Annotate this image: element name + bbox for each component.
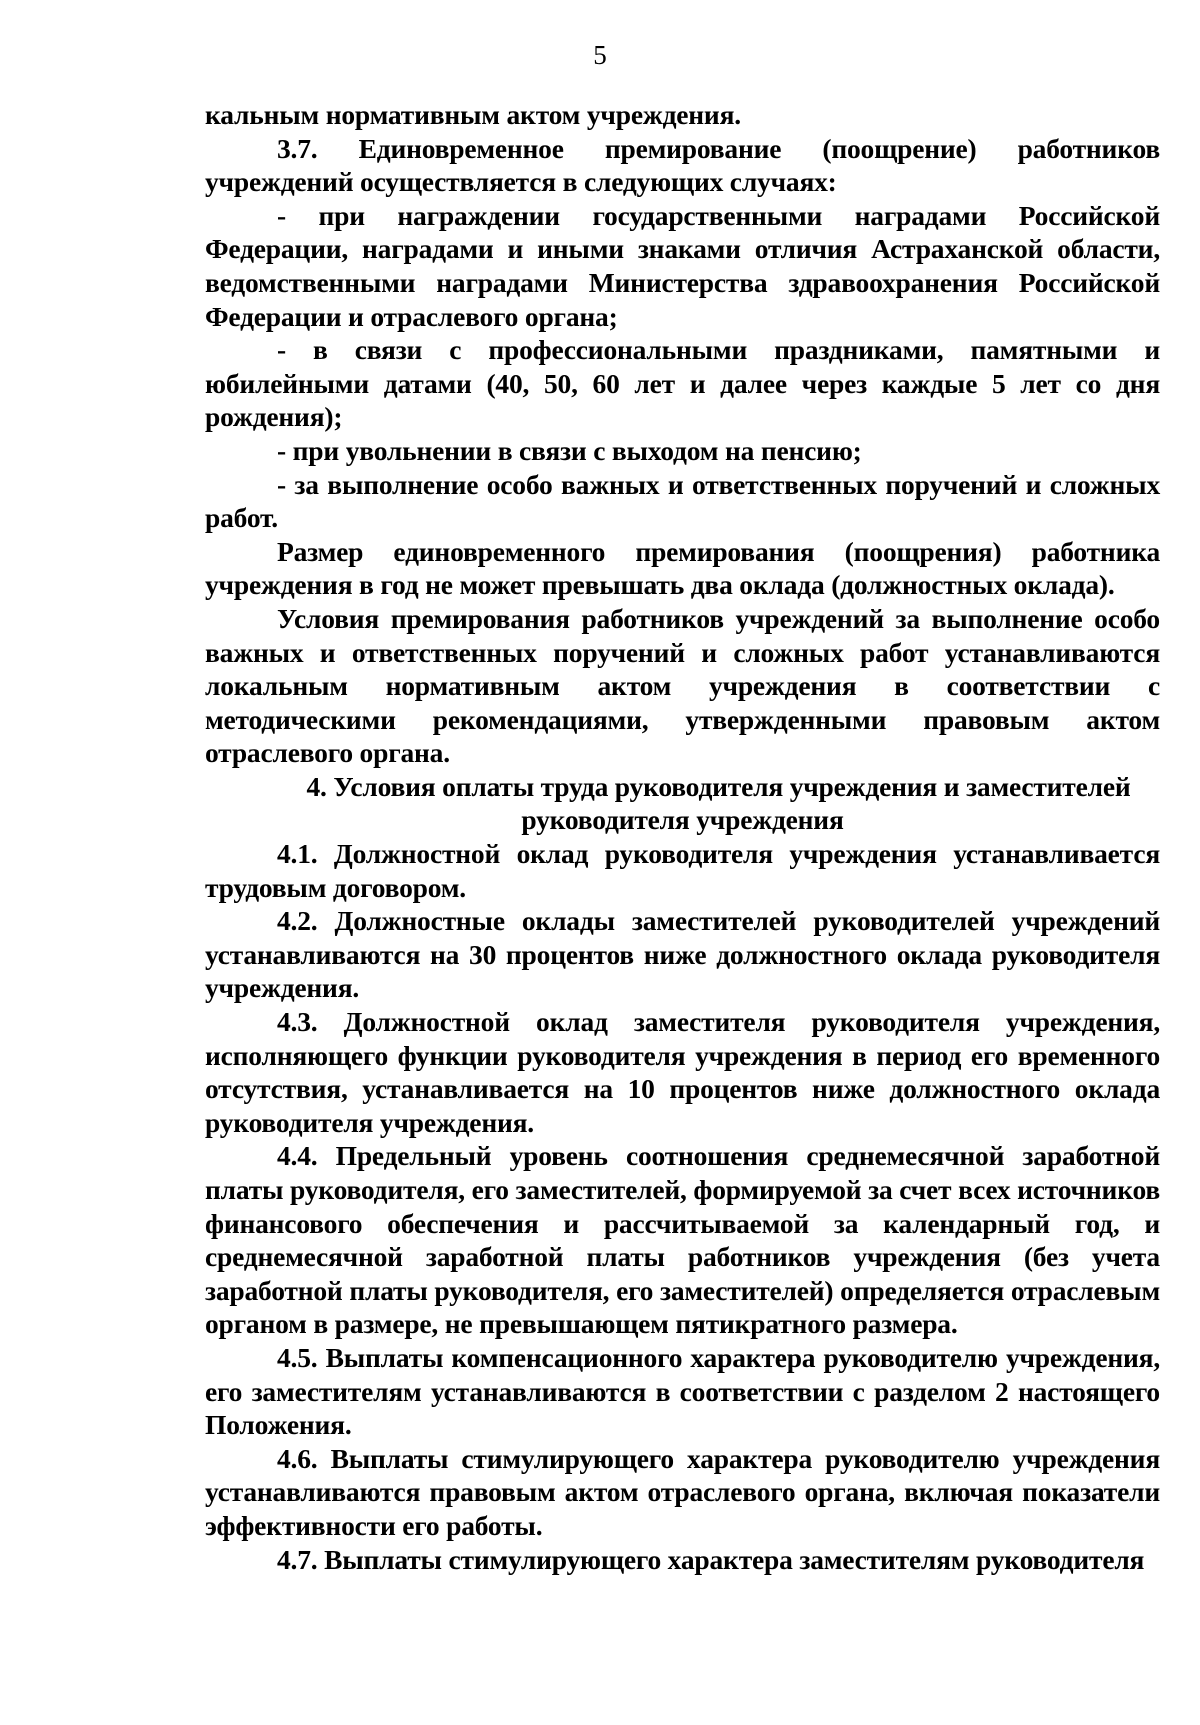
paragraph-4-6: 4.6. Выплаты стимулирующего характера руководителю учреждения устанавливаются правовым актом отраслевого органа, включая показатели эффективности его работы. (205, 1442, 1160, 1541)
bullet-item: - в связи с профессиональными праздниками, памятными и юбилейными датами (40, 50, 60 лет и далее через каждые 5 лет со дня рождения); (205, 334, 1160, 433)
paragraph-4-3: 4.3. Должностной оклад заместителя руководителя учреждения, исполняющего функции руководителя учреждения в период его временного отсутствия, устанавливается на 10 процентов ниже должностного оклада руководителя учреждения. (205, 1006, 1160, 1138)
paragraph-4-4: 4.4. Предельный уровень соотношения среднемесячной заработной платы руководителя, его заместителей, формируемой за счет всех источников финансового обеспечения и рассчитываемой за календарный год, и среднемесячной заработной платы работников учреждения (без учета заработной платы руководителя, его заместителей) определяется отраслевым органом в размере, не превышающем пятикратного размера. (205, 1140, 1160, 1340)
paragraph-bonus-size: Размер единовременного премирования (поощрения) работника учреждения в год не может превышать два оклада (должностных оклада). (205, 535, 1160, 601)
paragraph-4-2: 4.2. Должностные оклады заместителей руководителей учреждений устанавливаются на 30 процентов ниже должностного оклада руководителя учреждения. (205, 905, 1160, 1004)
bullet-item: - за выполнение особо важных и ответственных поручений и сложных работ. (205, 468, 1160, 534)
paragraph-bonus-conditions: Условия премирования работников учреждений за выполнение особо важных и ответственных поручений и сложных работ устанавливаются локальным нормативным актом учреждения в соответствии с методическими рекомендациями, утвержденными правовым актом отраслевого органа. (205, 602, 1160, 769)
paragraph-4-7: 4.7. Выплаты стимулирующего характера заместителям руководителя (277, 1543, 1145, 1575)
document-body (205, 98, 1160, 1576)
paragraph-4-1: 4.1. Должностной оклад руководителя учреждения устанавливается трудовым договором. (205, 838, 1160, 903)
section-heading-4: 4. Условия оплаты труда руководителя учреждения и заместителей руководителя учреждения (306, 770, 1131, 836)
bullet-item: - при награждении государственными наградами Российской Федерации, наградами и иными знаками отличия Астраханской области, ведомственными наградами Министерства здравоохранения Российской Федерации и отраслевого органа; (205, 199, 1160, 332)
paragraph-4-5: 4.5. Выплаты компенсационного характера руководителю учреждения, его заместителям устанавливаются в соответствии с разделом 2 настоящего Положения. (205, 1341, 1160, 1441)
page-number: 5 (593, 40, 607, 70)
paragraph-3-7: 3.7. Единовременное премирование (поощрение) работников учреждений осуществляется в следующих случаях: (205, 132, 1160, 198)
paragraph-continuation: кальным нормативным актом учреждения. (205, 99, 741, 130)
bullet-item: - при увольнении в связи с выходом на пенсию; (277, 434, 862, 466)
